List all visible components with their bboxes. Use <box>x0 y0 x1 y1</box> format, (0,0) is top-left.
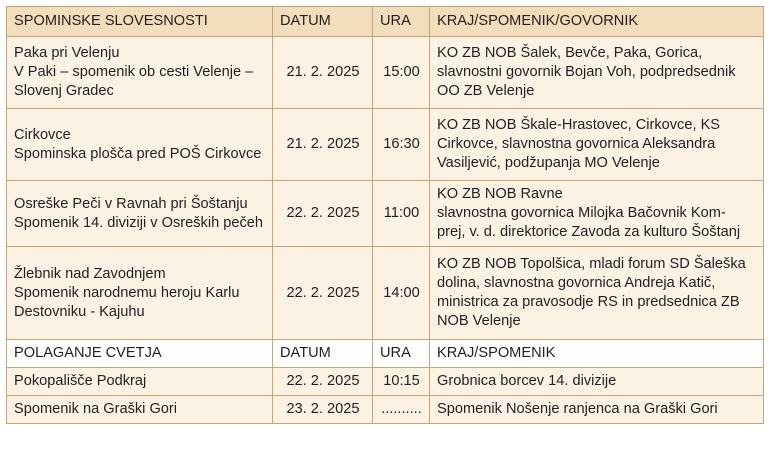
table-subheader-row <box>7 340 764 368</box>
subheader-date: DATUM <box>273 340 373 368</box>
place-cell: KO ZB NOB Šalek, Bevče, Paka, Gorica, slavnostni govornik Bojan Voh, podpredsednik OO ZB Velenje <box>430 37 764 109</box>
time-cell: 16:30 <box>373 109 430 181</box>
place-cell: KO ZB NOB Škale-Hrastovec, Cirkovce, KS Cirkovce, slavnostna govornica Aleksandra Vasiljević, podžupanja MO Velenje <box>430 109 764 181</box>
table-row <box>7 109 764 181</box>
header-time: URA <box>373 7 430 37</box>
date-cell: 22. 2. 2025 <box>273 247 373 340</box>
event-cell: Pokopališče Podkraj <box>7 368 273 396</box>
event-cell: Paka pri Velenju V Paki – spomenik ob cesti Velenje – Slovenj Gradec <box>7 37 273 109</box>
time-cell: 15:00 <box>373 37 430 109</box>
time-cell: 10:15 <box>373 368 430 396</box>
event-cell: Osreške Peči v Ravnah pri Šoštanju Spomenik 14. diviziji v Osreških pečeh <box>7 181 273 247</box>
date-cell: 21. 2. 2025 <box>273 37 373 109</box>
place-cell: Spomenik Nošenje ranjenca na Graški Gori <box>430 396 764 424</box>
place-cell: KO ZB NOB Ravne slavnostna govornica Milojka Bačovnik Kom- prej, v. d. direktorice Zavoda za kulturo Šoštanj <box>430 181 764 247</box>
place-cell: Grobnica borcev 14. divizije <box>430 368 764 396</box>
event-cell: Cirkovce Spominska plošča pred POŠ Cirkovce <box>7 109 273 181</box>
time-cell: 11:00 <box>373 181 430 247</box>
header-place: KRAJ/SPOMENIK/GOVORNIK <box>430 7 764 37</box>
event-cell: Spomenik na Graški Gori <box>7 396 273 424</box>
subheader-place: KRAJ/SPOMENIK <box>430 340 764 368</box>
date-cell: 23. 2. 2025 <box>273 396 373 424</box>
date-cell: 22. 2. 2025 <box>273 181 373 247</box>
table-header-row <box>7 7 764 37</box>
date-cell: 21. 2. 2025 <box>273 109 373 181</box>
header-event: SPOMINSKE SLOVESNOSTI <box>7 7 273 37</box>
table-row <box>7 37 764 109</box>
date-cell: 22. 2. 2025 <box>273 368 373 396</box>
table-row <box>7 247 764 340</box>
table-row <box>7 181 764 247</box>
time-cell: .......... <box>373 396 430 424</box>
subheader-time: URA <box>373 340 430 368</box>
event-cell: Žlebnik nad Zavodnjem Spomenik narodnemu heroju Karlu Destovniku - Kajuhu <box>7 247 273 340</box>
time-cell: 14:00 <box>373 247 430 340</box>
header-date: DATUM <box>273 7 373 37</box>
table-row <box>7 368 764 396</box>
commemorations-table <box>6 6 764 424</box>
subheader-event: POLAGANJE CVETJA <box>7 340 273 368</box>
table-row <box>7 396 764 424</box>
place-cell: KO ZB NOB Topolšica, mladi forum SD Šaleška dolina, slavnostna govornica Andreja Katič, ministrica za pravosodje RS in predsednica ZB NOB Velenje <box>430 247 764 340</box>
